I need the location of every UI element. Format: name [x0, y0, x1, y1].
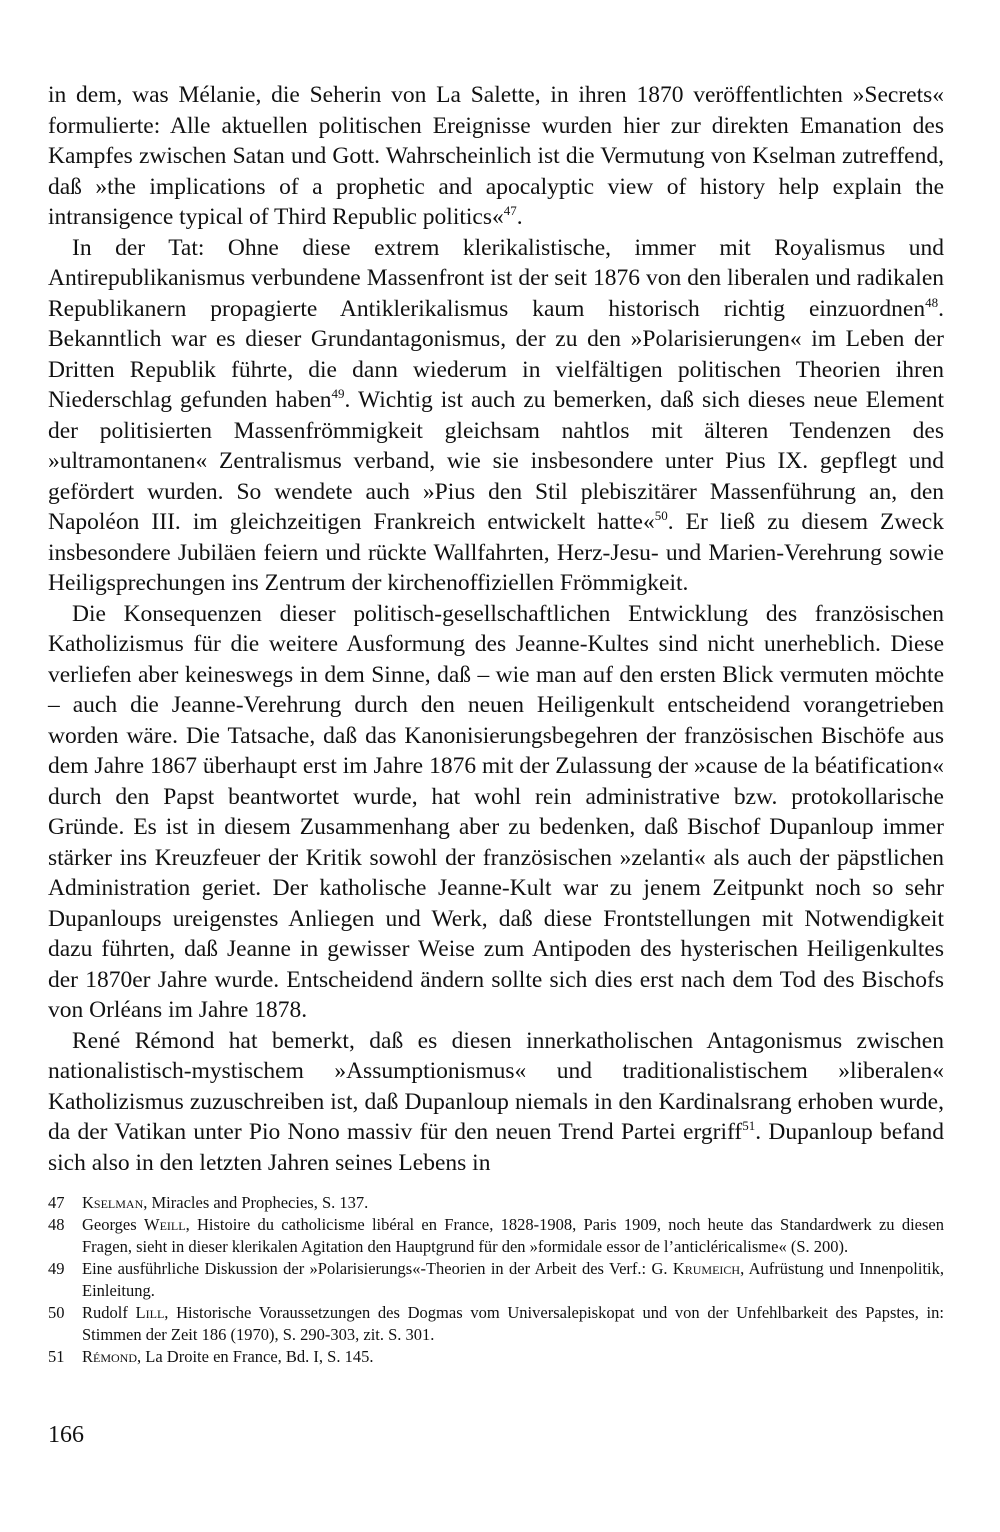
- text-run: In der Tat: Ohne diese extrem klerikalistische, immer mit Royalismus und Antirepublikanismus verbundene Massenfront ist der seit 1876 von den liberalen und radikalen Republikanern propagierte Antiklerikalismus kaum historisch richtig einzuordnen: [48, 234, 944, 322]
- text-run: , La Droite en France, Bd. I, S. 145.: [137, 1347, 374, 1366]
- footnote-number: 49: [48, 1259, 65, 1278]
- footnote: [48, 1346, 944, 1368]
- footnote-text: [82, 1346, 944, 1368]
- text-run: Rudolf: [82, 1303, 136, 1322]
- author-name: Weill: [144, 1215, 186, 1234]
- footnote-reference: 49: [331, 386, 345, 402]
- footnote-number: 50: [48, 1303, 65, 1322]
- paragraph: [48, 599, 944, 1026]
- text-run: Die Konsequenzen dieser politisch-gesellschaftlichen Entwicklung des französischen Katholizismus für die weitere Ausformung des Jeanne-Kultes sind nicht unerheblich. Diese verliefen aber keineswegs in dem Sinne, daß – wie man auf den ersten Blick vermuten möchte – auch die Jeanne-Verehrung durch den neuen Heiligenkult entscheidend vorangetrieben worden wäre. Die Tatsache, daß das Kanonisierungsbegehren der französischen Bischöfe aus dem Jahre 1867 überhaupt erst im Jahre 1876 mit der Zulassung der »cause de la béatification« durch den Papst beantwortet wurde, hat wohl rein administrative bzw. protokollarische Gründe. Es ist in diesem Zusammenhang aber zu bedenken, daß Bischof Dupanloup immer stärker ins Kreuzfeuer der Kritik sowohl der französischen »zelanti« als auch der päpstlichen Administration geriet. Der katholische Jeanne-Kult war zu jenem Zeitpunkt noch so sehr Dupanloups ureigenstes Anliegen und Werk, daß diese Frontstellungen mit Notwendigkeit dazu führten, daß Jeanne in gewisser Weise zum Antipoden des hysterischen Heiligenkultes der 1870er Jahre wurde. Entscheidend ändern sollte sich dies erst nach dem Tod des Bischofs von Orléans im Jahre 1878.: [48, 600, 944, 1023]
- author-name: Lill: [135, 1303, 165, 1322]
- text-run: , Histoire du catholicisme libéral en France, 1828-1908, Paris 1909, noch heute das Standardwerk zu diesen Fragen, sieht in dieser klerikalen Agitation den Hauptgrund für den »formidale essor de l’anticléricalisme« (S. 200).: [82, 1215, 945, 1256]
- paragraph: [48, 233, 944, 599]
- footnote-number: 47: [48, 1193, 65, 1212]
- footnote-number: 48: [48, 1215, 65, 1234]
- page-content: [48, 80, 944, 1368]
- footnote-text: [82, 1302, 944, 1346]
- text-run: .: [516, 204, 523, 230]
- paragraph: [48, 80, 944, 233]
- text-run: René Rémond hat bemerkt, daß es diesen innerkatholischen Antagonismus zwischen nationalistisch-mystischem »Assumptionismus« und traditionalistischem »liberalen« Katholizismus zuzuschreiben ist, daß Dupanloup niemals in den Kardinalsrang erhoben wurde, da der Vatikan unter Pio Nono massiv für den neuen Trend Partei ergriff: [48, 1027, 944, 1145]
- author-name: Rémond: [82, 1347, 138, 1366]
- paragraph: [48, 1026, 944, 1179]
- footnote: [48, 1258, 944, 1302]
- footnote: [48, 1214, 944, 1258]
- footnote-text: [82, 1214, 944, 1258]
- text-run: . Dupanloup befand sich also in den letzten Jahren seines Lebens in: [48, 1119, 944, 1176]
- footnote-reference: 48: [925, 294, 939, 310]
- footnote-text: [82, 1258, 944, 1302]
- author-name: Krumeich: [672, 1259, 741, 1278]
- page-number: 166: [48, 1422, 84, 1448]
- text-run: Georges: [82, 1215, 144, 1234]
- text-run: , Miracles and Prophecies, S. 137.: [143, 1193, 369, 1212]
- footnote-number: 51: [48, 1347, 65, 1366]
- text-run: , Aufrüstung und Innenpolitik, Einleitung.: [82, 1259, 945, 1300]
- footnote: [48, 1302, 944, 1346]
- footnote-reference: 50: [654, 508, 668, 524]
- author-name: Kselman: [82, 1193, 144, 1212]
- footnote: [48, 1192, 944, 1214]
- footnote-reference: 47: [503, 203, 517, 219]
- text-run: , Historische Voraussetzungen des Dogmas vom Universalepiskopat und von der Unfehlbarkeit des Papstes, in: Stimmen der Zeit 186 (1970), S. 290-303, zit. S. 301.: [82, 1303, 944, 1344]
- footnote-reference: 51: [742, 1118, 756, 1134]
- text-run: . Wichtig ist auch zu bemerken, daß sich dieses neue Element der politisierten Massenfrömmigkeit gleichsam nahtlos mit älteren Tendenzen des »ultramontanen« Zentralismus verband, wie sie insbesondere unter Pius IX. gepflegt und gefördert wurden. So wendete auch »Pius den Stil plebiszitärer Massenführung an, den Napoléon III. im gleichzeitigen Frankreich entwickelt hatte«: [48, 387, 944, 535]
- text-run: . Er ließ zu diesem Zweck insbesondere Jubiläen feiern und rückte Wallfahrten, Herz-Jesu- und Marien-Verehrung sowie Heiligsprechungen ins Zentrum der kirchenoffiziellen Frömmigkeit.: [48, 509, 944, 596]
- footnotes: [48, 1192, 944, 1368]
- text-run: . Bekanntlich war es dieser Grundantagonismus, der zu den »Polarisierungen« im Leben der Dritten Republik führte, die dann wiederum in vielfältigen politischen Theorien ihren Niederschlag gefunden haben: [48, 295, 944, 413]
- main-text: [48, 80, 944, 1178]
- text-run: Eine ausführliche Diskussion der »Polarisierungs«-Theorien in der Arbeit des Verf.: G.: [82, 1259, 673, 1278]
- text-run: in dem, was Mélanie, die Seherin von La Salette, in ihren 1870 veröffentlichten »Secrets« formulierte: Alle aktuellen politischen Ereignisse wurden hier zur direkten Emanation des Kampfes zwischen Satan und Gott. Wahrscheinlich ist die Vermutung von Kselman zutreffend, daß »the implications of a prophetic and apocalyptic view of history help explain the intransigence typical of Third Republic politics«: [48, 82, 944, 230]
- footnote-text: [82, 1192, 944, 1214]
